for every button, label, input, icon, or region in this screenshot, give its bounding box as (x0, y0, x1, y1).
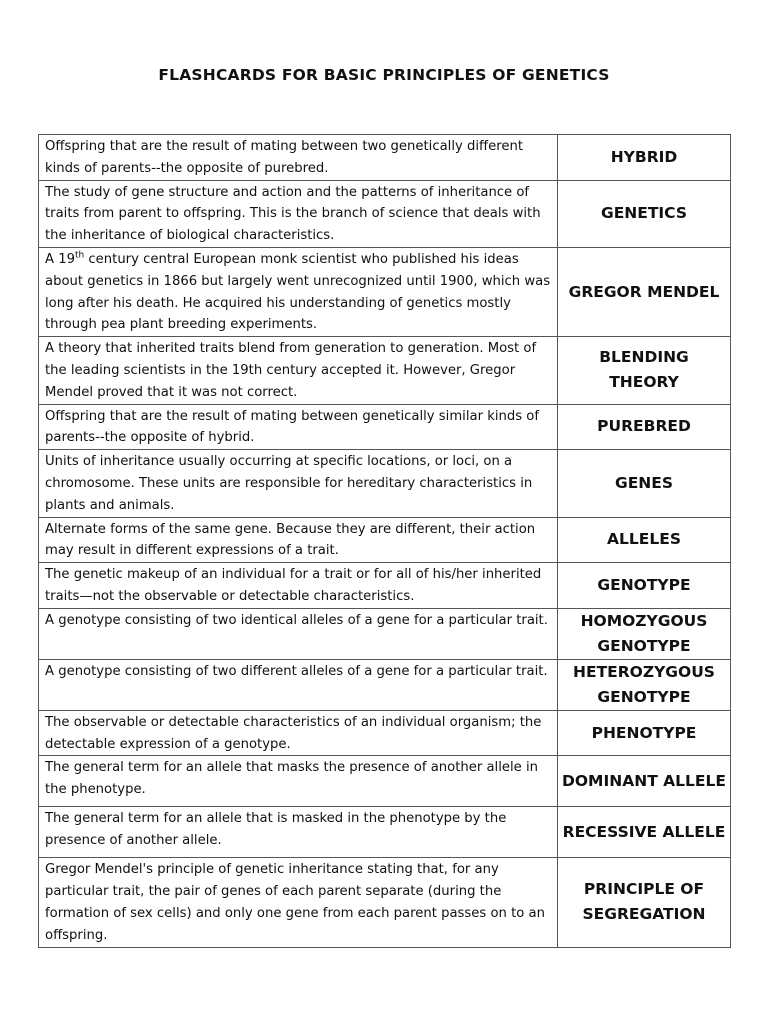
flashcard-row (39, 517, 731, 563)
flashcard-term: GENETICS (558, 180, 731, 247)
definition-superscript: th (75, 250, 85, 261)
flashcard-term: GENES (558, 450, 731, 517)
flashcard-term: HOMOZYGOUS GENOTYPE (558, 608, 731, 659)
flashcard-definition: A theory that inherited traits blend from generation to generation. Most of the leading scientists in the 19th century accepted it. However, Gregor Mendel proved that it was not correct. (39, 337, 558, 404)
flashcard-row (39, 807, 731, 858)
flashcard-row (39, 450, 731, 517)
flashcard-row (39, 135, 731, 181)
flashcard-row (39, 404, 731, 450)
flashcard-term: HETEROZYGOUS GENOTYPE (558, 659, 731, 710)
flashcard-row (39, 247, 731, 336)
flashcard-definition: The study of gene structure and action and the patterns of inheritance of traits from parent to offspring. This is the branch of science that deals with the inheritance of biological characteristics. (39, 180, 558, 247)
definition-prefix: A 19 (45, 251, 75, 267)
flashcard-definition (39, 247, 558, 336)
flashcard-definition: The observable or detectable characteristics of an individual organism; the detectable expression of a genotype. (39, 710, 558, 756)
flashcard-row (39, 858, 731, 947)
flashcard-definition: Alternate forms of the same gene. Because they are different, their action may result in different expressions of a trait. (39, 517, 558, 563)
flashcard-definition: Units of inheritance usually occurring at specific locations, or loci, on a chromosome. These units are responsible for hereditary characteristics in plants and animals. (39, 450, 558, 517)
flashcard-row (39, 563, 731, 609)
flashcard-row (39, 337, 731, 404)
flashcard-term: DOMINANT ALLELE (558, 756, 731, 807)
flashcard-definition: Offspring that are the result of mating between genetically similar kinds of parents--the opposite of hybrid. (39, 404, 558, 450)
flashcard-term: HYBRID (558, 135, 731, 181)
flashcard-table (38, 134, 731, 948)
flashcard-definition: Offspring that are the result of mating between two genetically different kinds of parents--the opposite of purebred. (39, 135, 558, 181)
flashcard-definition: A genotype consisting of two identical alleles of a gene for a particular trait. (39, 608, 558, 659)
flashcard-term: RECESSIVE ALLELE (558, 807, 731, 858)
flashcard-definition: The general term for an allele that is masked in the phenotype by the presence of another allele. (39, 807, 558, 858)
page-title: FLASHCARDS FOR BASIC PRINCIPLES OF GENETICS (158, 66, 610, 84)
flashcard-term: BLENDING THEORY (558, 337, 731, 404)
flashcard-term: PHENOTYPE (558, 710, 731, 756)
flashcard-term: ALLELES (558, 517, 731, 563)
flashcard-row (39, 608, 731, 659)
flashcard-definition: The general term for an allele that masks the presence of another allele in the phenotype. (39, 756, 558, 807)
flashcard-term: GREGOR MENDEL (558, 247, 731, 336)
flashcard-row (39, 756, 731, 807)
flashcard-term: PRINCIPLE OF SEGREGATION (558, 858, 731, 947)
flashcard-definition: A genotype consisting of two different alleles of a gene for a particular trait. (39, 659, 558, 710)
flashcard-definition: Gregor Mendel's principle of genetic inheritance stating that, for any particular trait, the pair of genes of each parent separate (during the formation of sex cells) and only one gene from each parent passes on to an offspring. (39, 858, 558, 947)
flashcard-term: PUREBRED (558, 404, 731, 450)
definition-rest: century central European monk scientist who published his ideas about genetics in 1866 but largely went unrecognized until 1900, which was long after his death. He acquired his understanding of genetics mostly through pea plant breeding experiments. (45, 251, 551, 333)
flashcard-row (39, 659, 731, 710)
flashcard-definition: The genetic makeup of an individual for a trait or for all of his/her inherited traits—not the observable or detectable characteristics. (39, 563, 558, 609)
flashcard-term: GENOTYPE (558, 563, 731, 609)
flashcard-row (39, 710, 731, 756)
flashcard-row (39, 180, 731, 247)
